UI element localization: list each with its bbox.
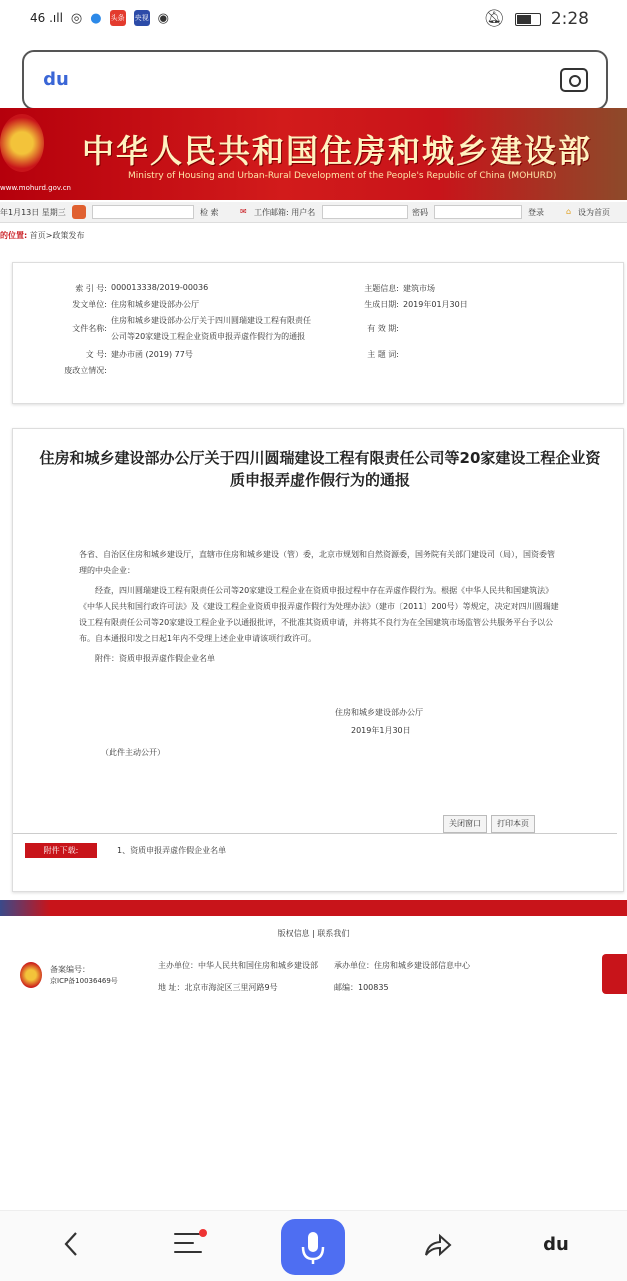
camera-icon[interactable] [560, 68, 588, 92]
password-label: 密码 [412, 208, 428, 217]
baidu-home-icon[interactable]: du [543, 1234, 569, 1255]
national-emblem-icon [0, 114, 44, 172]
news-app-icon: 头条 [110, 10, 126, 26]
mail-icon: ✉ [240, 207, 247, 216]
breadcrumb-path[interactable]: 首页>政策发布 [29, 231, 85, 240]
share-icon[interactable] [422, 1231, 454, 1259]
clock: 2:28 [550, 9, 589, 29]
document-info-panel [12, 262, 624, 404]
attachment-download-label: 附件下载: [25, 843, 97, 858]
search-box[interactable] [22, 50, 608, 110]
baidu-logo-icon: du [43, 69, 69, 90]
login-button[interactable]: 登录 [528, 208, 544, 217]
microphone-icon [281, 1219, 345, 1275]
menu-icon[interactable] [174, 1233, 202, 1255]
host-unit: 主办单位：中华人民共和国住房和城乡建设部 [158, 961, 318, 970]
file-name-value-1: 住房和城乡建设部办公厅关于四川圆瑞建设工程有限责任 [111, 316, 311, 325]
attachment-download-link[interactable]: 1、资质申报弄虚作假企业名单 [117, 846, 227, 855]
password-input[interactable] [434, 205, 522, 219]
browser-icon: ● [90, 10, 102, 26]
print-button[interactable]: 打印本页 [491, 815, 535, 833]
document-paragraph: 经查，四川圆瑞建设工程有限责任公司等20家建设工程企业在资质申报过程中存在弄虚作假行为。根据《中华人民共和国建筑法》《中华人民共和国行政许可法》及《建设工程企业资质申报弄虚作假行为处理办法》（建市〔2011〕200号）等规定，决定对四川圆瑞建设工程有限责任公司等20家建设工程企业予以通报批评，不批准其资质申请，并将其不良行为在全国建筑市场监管公共服务平台予以公布。自本通报印发之日起1年内不受理上述企业申请该项行政许可。 [79, 586, 559, 643]
signature: 住房和城乡建设部办公厅 [335, 708, 423, 717]
footer-links[interactable]: 版权信息 | 联系我们 [277, 929, 350, 938]
valid-label: 有 效 期: [367, 324, 399, 333]
attachment-note: 附件：资质申报弄虚作假企业名单 [95, 654, 215, 663]
breadcrumb [0, 230, 84, 241]
status-bar [0, 0, 627, 40]
back-icon[interactable] [58, 1229, 88, 1259]
police-emblem-icon [20, 962, 42, 988]
disclosure-note: （此件主动公开） [101, 748, 165, 757]
document-body [79, 547, 559, 671]
issuer-label: 发文单位: [72, 300, 107, 309]
doc-number-label: 文 号: [85, 350, 107, 359]
site-search-input[interactable] [92, 205, 194, 219]
sign-date: 2019年1月30日 [351, 726, 411, 735]
mute-icon: 🔕︎ [483, 9, 505, 29]
record-value[interactable]: 京ICP备10036469号 [50, 977, 118, 985]
file-name-label: 文件名称: [72, 324, 107, 333]
username-input[interactable] [322, 205, 408, 219]
mail-label: 工作邮箱: 用户名 [254, 208, 316, 217]
signal-icon: 46 .ıll [30, 11, 63, 25]
wifi-icon: ◎ [70, 10, 83, 26]
site-toolbar [0, 202, 627, 223]
keyword-label: 主 题 词: [367, 350, 399, 359]
cctv-app-icon: 央视新闻 [134, 10, 150, 26]
search-button[interactable]: 检 索 [200, 208, 219, 217]
doc-number-value: 建办市函 (2019) 77号 [111, 350, 193, 359]
browser-nav-bar [0, 1210, 627, 1281]
postcode: 邮编：100835 [334, 983, 389, 992]
date-label: 生成日期: [364, 300, 399, 309]
issuer-value: 住房和城乡建设部办公厅 [111, 300, 199, 309]
site-url: www.mohurd.gov.cn [0, 184, 71, 192]
footer-divider [0, 900, 627, 916]
date-value: 2019年01月30日 [403, 300, 468, 309]
revise-label: 废改立情况: [64, 366, 107, 375]
record-label: 备案编号： [50, 965, 90, 974]
shield-icon: ◉ [157, 10, 169, 26]
footer [0, 950, 627, 1000]
search-icon[interactable] [72, 205, 86, 219]
current-date: 年1月13日 星期三 [0, 208, 66, 217]
document-panel [12, 428, 624, 892]
divider [13, 833, 617, 834]
document-title [35, 447, 605, 491]
subject-label: 主题信息: [364, 284, 399, 293]
site-title: 中华人民共和国住房和城乡建设部 [82, 132, 593, 170]
site-banner [0, 108, 627, 200]
notification-dot [199, 1229, 207, 1237]
address: 地 址：北京市海淀区三里河路9号 [158, 983, 278, 992]
index-value: 000013338/2019-00036 [111, 283, 209, 292]
subject-value: 建筑市场 [403, 284, 435, 293]
close-window-button[interactable]: 关闭窗口 [443, 815, 487, 833]
site-title-en: Ministry of Housing and Urban-Rural Development of the People's Republic of China (MOHURD) [128, 171, 557, 181]
site-badge-icon[interactable] [602, 954, 627, 994]
set-home-link[interactable]: 设为首页 [578, 208, 610, 217]
document-title-line-2: 质申报弄虚作假行为的通报 [229, 471, 410, 489]
file-name-value-2: 公司等20家建设工程企业资质申报弄虚作假行为的通报 [111, 332, 306, 341]
home-icon: ⌂ [566, 207, 572, 216]
voice-search-button[interactable] [281, 1219, 345, 1275]
index-label: 索 引 号: [75, 284, 107, 293]
document-paragraph: 各省、自治区住房和城乡建设厅，直辖市住房和城乡建设（管）委，北京市规划和自然资源委，国务院有关部门建设司（局），国资委管理的中央企业： [79, 550, 555, 575]
breadcrumb-prefix: 的位置: [0, 231, 28, 240]
document-title-line-1: 住房和城乡建设部办公厅关于四川圆瑞建设工程有限责任公司等20家建设工程企业资 [39, 449, 601, 467]
battery-icon [515, 13, 541, 26]
organizer-unit: 承办单位：住房和城乡建设部信息中心 [334, 961, 470, 970]
